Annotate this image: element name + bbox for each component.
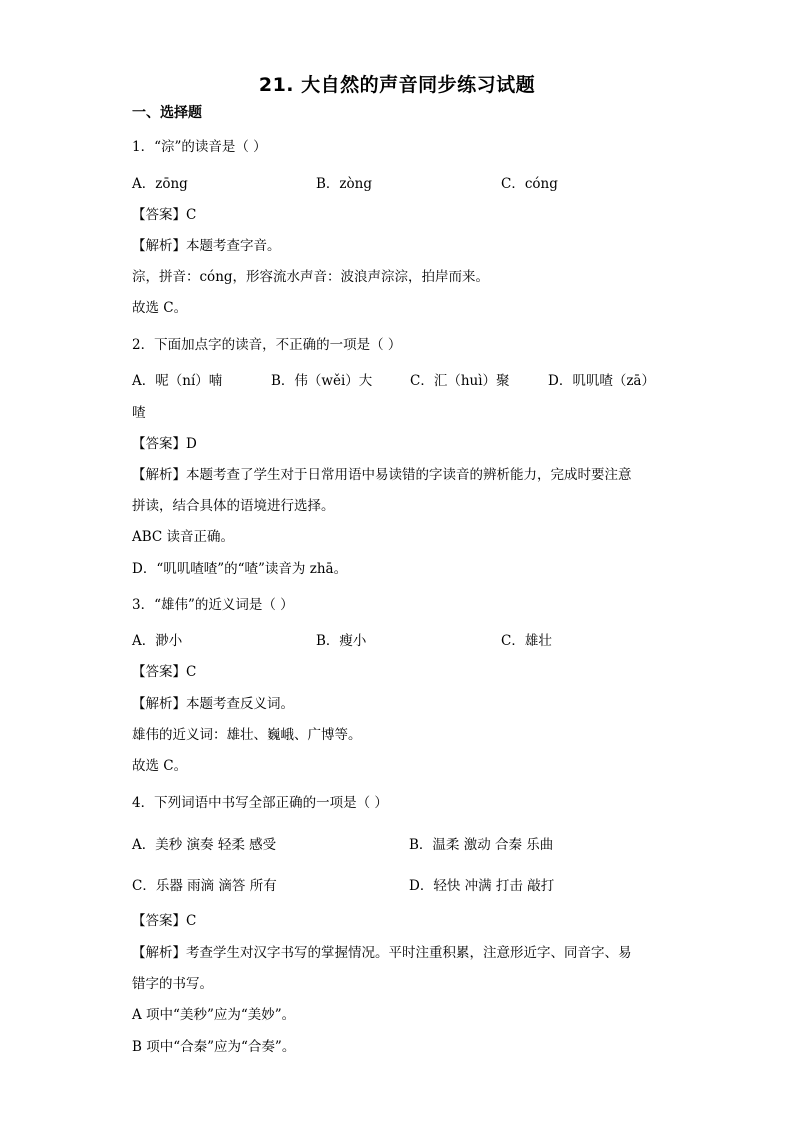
q4-option-a: A．美秒 演奏 轻柔 感受 — [132, 837, 277, 853]
q3-analysis: 【解析】本题考查反义词。 — [132, 696, 294, 712]
q4-analysis-line-1: 【解析】考查学生对汉字书写的掌握情况。平时注重积累，注意形近字、同音字、易 — [132, 945, 632, 961]
section-heading: 一、选择题 — [132, 105, 202, 121]
q3-option-a: A．渺小 — [132, 633, 183, 649]
q2-answer: 【答案】D — [132, 436, 197, 452]
q2-option-c: C．汇（huì）聚 — [410, 373, 510, 389]
q4-option-c: C．乐器 雨滴 滴答 所有 — [132, 878, 277, 894]
q1-analysis: 【解析】本题考查字音。 — [132, 238, 281, 254]
q2-option-a: A．呢（ní）喃 — [132, 373, 223, 389]
q2-option-d: D．叽叽喳（zā） — [548, 373, 655, 389]
q3-stem: 3．“雄伟”的近义词是（ ） — [132, 597, 294, 613]
q3-conclusion: 故选 C。 — [132, 758, 188, 774]
q4-detail-2: B 项中“合秦”应为“合奏”。 — [132, 1039, 296, 1055]
q1-option-a: A．zōng — [132, 176, 188, 192]
q1-answer: 【答案】C — [132, 207, 197, 223]
q2-analysis-line-1: 【解析】本题考查了学生对于日常用语中易读错的字读音的辨析能力，完成时要注意 — [132, 467, 632, 483]
page-title: 21. 大自然的声音同步练习试题 — [258, 74, 536, 96]
q1-option-b: B．zòng — [316, 176, 372, 192]
q3-option-b: B．瘦小 — [316, 633, 367, 649]
q3-answer: 【答案】C — [132, 664, 197, 680]
q4-option-d: D．轻快 冲满 打击 敲打 — [409, 878, 555, 894]
q2-stem: 2．下面加点字的读音，不正确的一项是（ ） — [132, 337, 402, 353]
q1-option-c: C．cóng — [501, 176, 558, 192]
q1-conclusion: 故选 C。 — [132, 300, 188, 316]
q4-option-b: B．温柔 激动 合秦 乐曲 — [409, 837, 554, 853]
q4-detail-1: A 项中“美秒”应为“美妙”。 — [132, 1007, 296, 1023]
q3-option-c: C．雄壮 — [501, 633, 552, 649]
q1-stem: 1．“淙”的读音是（ ） — [132, 139, 267, 155]
q2-analysis-line-2: 拼读，结合具体的语境进行选择。 — [132, 498, 335, 514]
q2-detail-1: ABC 读音正确。 — [132, 529, 235, 545]
q1-detail: 淙，拼音：cóng，形容流水声音：波浪声淙淙，拍岸而来。 — [132, 269, 490, 285]
q2-option-b: B．伟（wěi）大 — [271, 373, 373, 389]
q4-answer: 【答案】C — [132, 913, 197, 929]
q4-stem: 4．下列词语中书写全部正确的一项是（ ） — [132, 795, 388, 811]
q2-detail-2: D．“叽叽喳喳”的“喳”读音为 zhā。 — [132, 561, 348, 577]
q3-detail: 雄伟的近义词：雄壮、巍峨、广博等。 — [132, 727, 362, 743]
q2-option-d-continued: 喳 — [132, 405, 146, 421]
q4-analysis-line-2: 错字的书写。 — [132, 976, 213, 992]
